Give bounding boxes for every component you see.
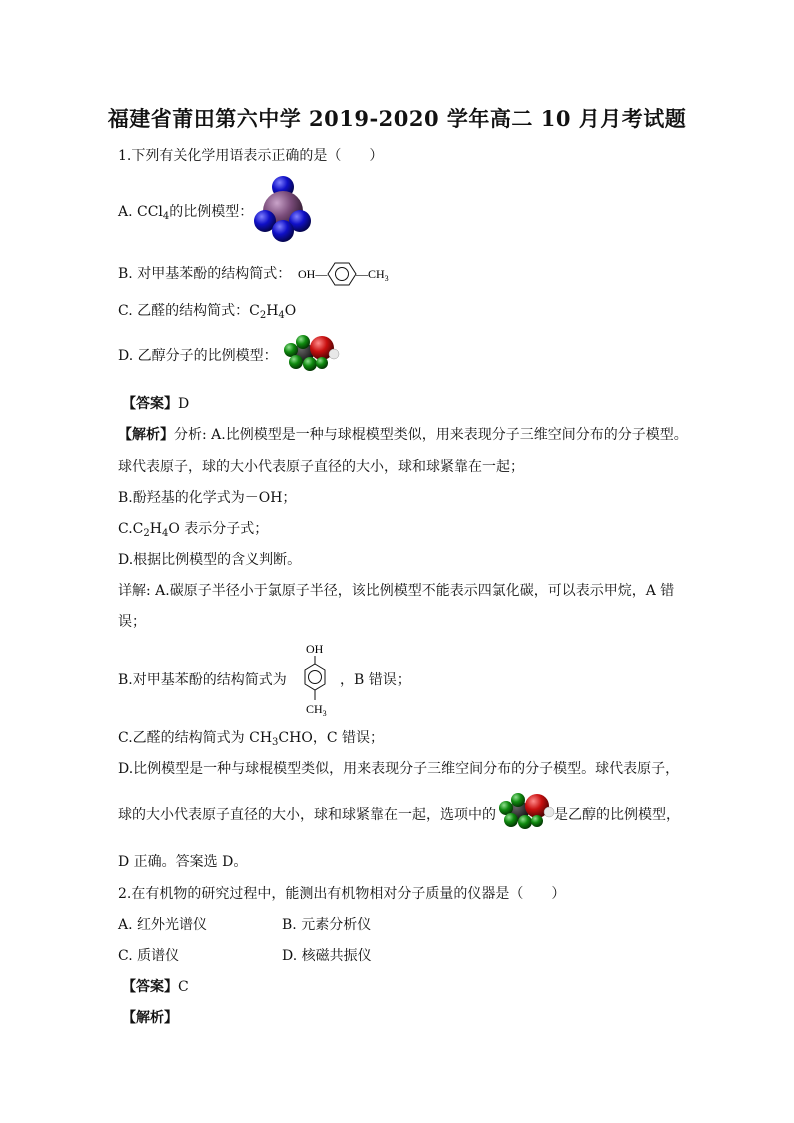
q1-option-c: C. 乙醛的结构简式：$C_2H_4O$ — [118, 303, 297, 321]
q1-analysis-line-6: 详解: A.碳原子半径小于氯原子半径，该比例模型不能表示四氯化碳，可以表示甲烷，A 错 — [118, 583, 675, 599]
svg-text:OH: OH — [306, 642, 324, 656]
q2-stem: 2.在有机物的研究过程中，能测出有机物相对分子质量的仪器是（ ） — [118, 886, 566, 902]
q1-analysis-line-12: D 正确。答案选 D。 — [118, 854, 248, 870]
q2-answer: 【答案】C — [122, 979, 189, 995]
q2-option-d: D. 核磁共振仪 — [282, 948, 372, 964]
q1-analysis-line-4: $C.C_2H_4O$ 表示分子式； — [118, 521, 269, 539]
q1-analysis-line-2: 球代表原子，球的大小代表原子直径的大小，球和球紧靠在一起； — [118, 459, 524, 475]
q2-option-b: B. 元素分析仪 — [282, 917, 372, 933]
q1-stem: 1.下列有关化学用语表示正确的是（ ） — [118, 148, 384, 164]
q1-analysis-line-1: 【解析】分析: A.比例模型是一种与球棍模型类似，用来表现分子三维空间分布的分子模型。 — [118, 427, 688, 443]
svg-text:CH3: $CH_3$ — [306, 702, 327, 718]
q2-option-c: C. 质谱仪 — [118, 948, 180, 964]
ethanol-space-filling-model-image — [282, 334, 342, 374]
svg-text:—CH3: $—CH_3$ — [356, 267, 389, 283]
q1-option-b: B. 对甲基苯酚的结构简式： — [118, 266, 292, 282]
svg-text:OH—: OH— — [298, 267, 328, 281]
q1-option-d: D. 乙醇分子的比例模型： — [118, 348, 278, 364]
q1-analysis-line-11: 球的大小代表原子直径的大小，球和球紧靠在一起，选项中的 — [118, 807, 496, 823]
q1-analysis-line-7: 误； — [118, 614, 146, 630]
q1-option-a: A. CCl$_4$的比例模型： — [118, 204, 254, 222]
q2-analysis-label: 【解析】 — [122, 1010, 178, 1026]
q1-analysis-line-11-end: 是乙醇的比例模型， — [554, 807, 680, 823]
q2-option-a: A. 红外光谱仪 — [118, 917, 208, 933]
page-title: 福建省莆田第六中学 2019-2020 学年高二 10 月月考试题 — [107, 106, 687, 131]
ccl4-space-filling-model-image — [252, 174, 314, 244]
q1-analysis-line-9: C.乙醛的结构简式为 $CH_3CHO$，C 错误； — [118, 730, 384, 748]
q1-analysis-line-3: B.酚羟基的化学式为－OH； — [118, 490, 297, 506]
q1-analysis-line-8: B.对甲基苯酚的结构简式为 — [118, 672, 287, 688]
ethanol-space-filling-model-image — [497, 792, 557, 832]
q1-answer: 【答案】D — [122, 396, 190, 412]
q1-analysis-line-5: D.根据比例模型的含义判断。 — [118, 552, 302, 568]
p-cresol-structure-inline — [298, 259, 390, 289]
q1-analysis-line-8-end: ，B 错误； — [340, 672, 411, 688]
q1-analysis-line-10: D.比例模型是一种与球棍模型类似，用来表现分子三维空间分布的分子模型。球代表原子， — [118, 761, 680, 777]
